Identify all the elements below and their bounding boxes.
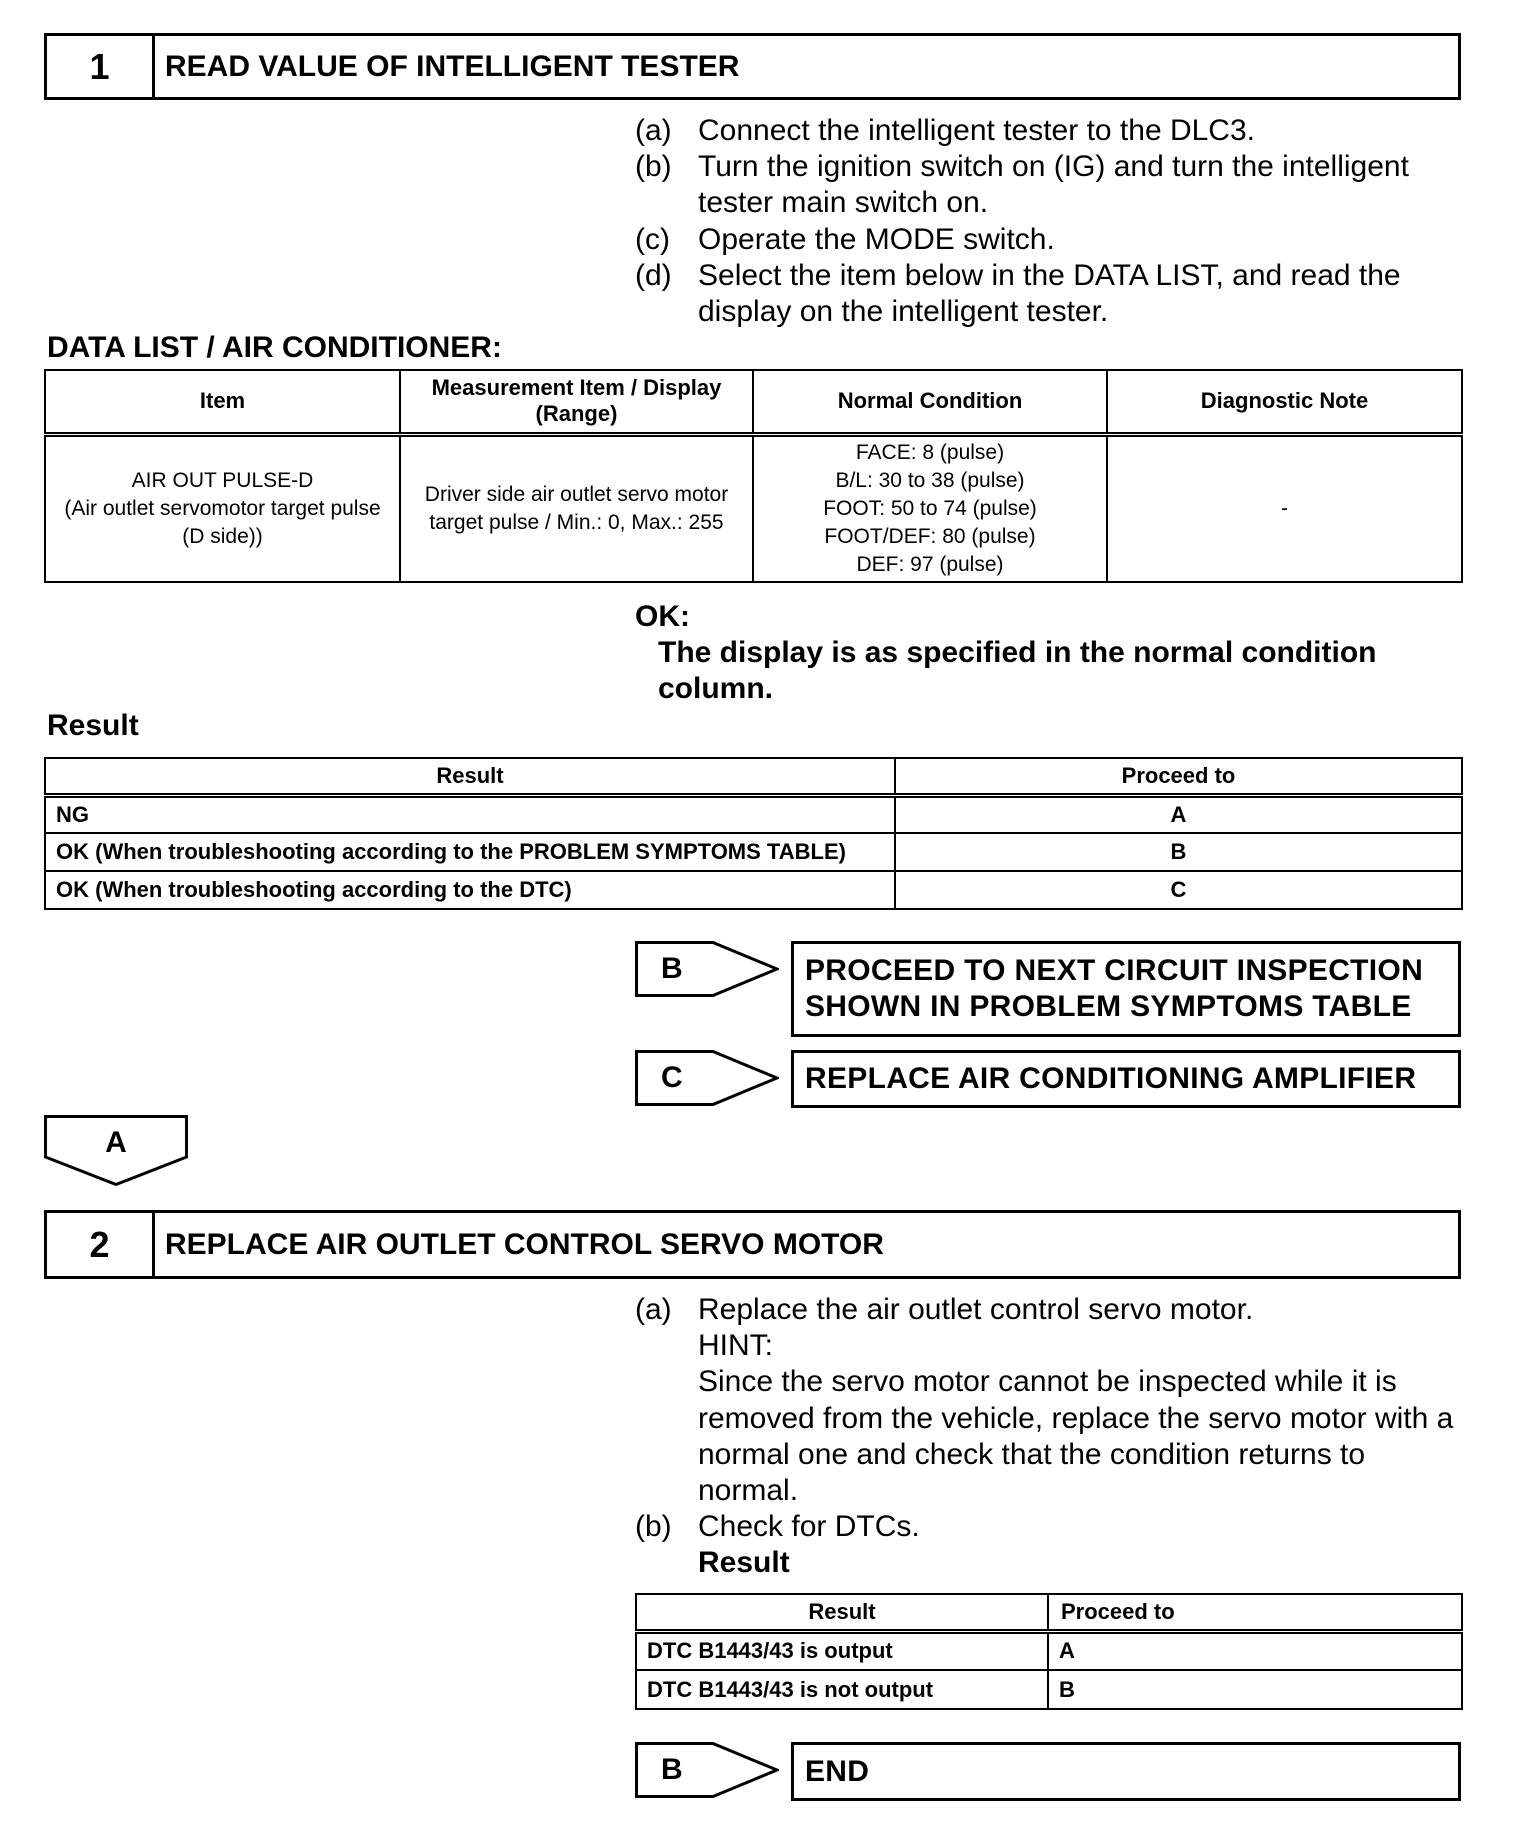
step1-instruction-d-line-1: Select the item below in the DATA LIST, and read the xyxy=(698,258,1401,292)
branch-a-arrow xyxy=(44,1115,190,1187)
data-list-normal-line-4: FOOT/DEF: 80 (pulse) xyxy=(824,524,1036,548)
step1-instruction-b-line-1: Turn the ignition switch on (IG) and turn the intelligent xyxy=(698,150,1409,184)
branch-c-destination xyxy=(791,1050,1461,1108)
data-list-measurement-line-1: Driver side air outlet servo motor xyxy=(424,482,729,506)
step2-instruction-b-line-1: Check for DTCs. xyxy=(698,1510,920,1544)
step1-title: READ VALUE OF INTELLIGENT TESTER xyxy=(165,49,740,83)
right-arrow-icon xyxy=(635,1050,779,1107)
data-list-item-line-3: (D side)) xyxy=(182,524,263,548)
result-table-2-row xyxy=(636,1670,1462,1709)
branch-b-line-2: SHOWN IN PROBLEM SYMPTOMS TABLE xyxy=(805,990,1412,1023)
result-table-header-result: Result xyxy=(45,758,895,795)
step1-instruction-d-line-2: display on the intelligent tester. xyxy=(698,294,1109,328)
result-table-2-header-row xyxy=(636,1594,1462,1631)
step1-instruction-a-label: (a) xyxy=(635,114,672,147)
result-table-row xyxy=(45,795,1462,833)
data-list-cell-item xyxy=(45,434,400,582)
step2-instruction-b xyxy=(635,1509,1453,1581)
result-table-row-3-proceed: C xyxy=(895,871,1462,909)
step2-title: REPLACE AIR OUTLET CONTROL SERVO MOTOR xyxy=(165,1227,884,1261)
result-table-2-row-2-proceed: B xyxy=(1048,1670,1462,1709)
right-arrow-icon xyxy=(635,1742,779,1799)
result-table xyxy=(44,757,1463,910)
step2-result-heading: Result xyxy=(698,1546,790,1580)
result-table-row xyxy=(45,833,1462,871)
step2-instructions xyxy=(635,1292,1453,1582)
final-branch-letter: B xyxy=(661,1753,683,1786)
result-table-2 xyxy=(635,1593,1463,1710)
data-list-normal-line-3: FOOT: 50 to 74 (pulse) xyxy=(823,496,1037,520)
step1-instructions xyxy=(635,113,1409,330)
branch-b-destination xyxy=(791,941,1461,1037)
step1-instruction-d-label: (d) xyxy=(635,258,672,292)
ok-block xyxy=(635,599,1376,708)
data-list-header-normal-text: Normal Condition xyxy=(837,388,1023,414)
step2-instruction-a xyxy=(635,1292,1453,1509)
result-heading: Result xyxy=(47,709,139,742)
data-list-normal-line-2: B/L: 30 to 38 (pulse) xyxy=(835,468,1025,492)
right-arrow-icon xyxy=(635,941,779,998)
step2-number: 2 xyxy=(47,1213,155,1276)
step2-instruction-b-label: (b) xyxy=(635,1510,672,1544)
step1-instruction-b xyxy=(635,149,1409,221)
step2-hint-line-2: removed from the vehicle, replace the servo motor with a xyxy=(698,1401,1454,1435)
result-table-row xyxy=(45,871,1462,909)
result-table-row-1-proceed: A xyxy=(895,795,1462,833)
data-list-header-measurement xyxy=(400,370,753,434)
data-list-cell-normal xyxy=(753,434,1107,582)
result-table-2-row-1-result: DTC B1443/43 is output xyxy=(636,1631,1048,1670)
branch-b-letter: B xyxy=(661,952,683,985)
final-branch-arrow xyxy=(635,1742,779,1799)
data-list-measurement-line-2: target pulse / Min.: 0, Max.: 255 xyxy=(429,510,724,534)
data-list-header-note xyxy=(1107,370,1462,434)
step2-hint-line-3: normal one and check that the condition returns to xyxy=(698,1437,1366,1471)
data-list-header-item xyxy=(45,370,400,434)
result-table-row-2-result: OK (When troubleshooting according to the PROBLEM SYMPTOMS TABLE) xyxy=(45,833,895,871)
data-list-header-item-text: Item xyxy=(199,388,246,414)
data-list-item-line-2: (Air outlet servomotor target pulse xyxy=(64,496,381,520)
result-table-2-header-result: Result xyxy=(636,1594,1048,1631)
step1-header xyxy=(44,33,1461,100)
result-table-2-row-1-proceed: A xyxy=(1048,1631,1462,1670)
data-list-normal-line-5: DEF: 97 (pulse) xyxy=(856,552,1004,576)
data-list-table xyxy=(44,369,1463,583)
step1-instruction-c xyxy=(635,222,1409,258)
data-list-cell-measurement xyxy=(400,434,753,582)
step1-instruction-a-line-1: Connect the intelligent tester to the DLC3. xyxy=(698,114,1255,147)
branch-b-line-1: PROCEED TO NEXT CIRCUIT INSPECTION xyxy=(805,954,1424,987)
step2-instruction-a-label: (a) xyxy=(635,1293,672,1326)
step2-hint-line-1: Since the servo motor cannot be inspected while it is xyxy=(698,1365,1397,1399)
step1-instruction-b-label: (b) xyxy=(635,150,672,184)
data-list-normal-line-1: FACE: 8 (pulse) xyxy=(855,440,1005,464)
branch-c-arrow xyxy=(635,1050,779,1107)
step1-instruction-d xyxy=(635,258,1409,330)
result-table-2-header-proceed: Proceed to xyxy=(1048,1594,1462,1631)
result-table-row-3-result: OK (When troubleshooting according to the DTC) xyxy=(45,871,895,909)
step1-instruction-a xyxy=(635,113,1409,149)
ok-label: OK: xyxy=(635,600,690,633)
branch-b-arrow xyxy=(635,941,779,998)
data-list-header-measurement-line-1: Measurement Item / Display xyxy=(431,375,722,401)
branch-c-line-1: REPLACE AIR CONDITIONING AMPLIFIER xyxy=(805,1062,1417,1095)
data-list-row xyxy=(45,434,1462,582)
result-table-row-1-result: NG xyxy=(45,795,895,833)
branch-c-letter: C xyxy=(661,1061,683,1094)
step2-hint-line-4: normal. xyxy=(698,1473,799,1507)
end-text: END xyxy=(805,1754,870,1788)
step1-instruction-c-label: (c) xyxy=(635,222,670,256)
step1-instruction-c-line-1: Operate the MODE switch. xyxy=(698,222,1055,256)
data-list-header-row xyxy=(45,370,1462,434)
data-list-item-line-1: AIR OUT PULSE-D xyxy=(131,468,314,492)
end-box xyxy=(791,1742,1461,1801)
step1-number: 1 xyxy=(47,36,155,97)
step2-instruction-a-line-1: Replace the air outlet control servo motor. xyxy=(698,1293,1254,1326)
ok-text-line-2: column. xyxy=(658,672,774,706)
step2-hint-label: HINT: xyxy=(698,1329,773,1363)
data-list-header-measurement-line-2: (Range) xyxy=(535,401,618,427)
data-list-note-text: - xyxy=(1281,496,1288,520)
result-table-header-row xyxy=(45,758,1462,795)
result-table-2-row-2-result: DTC B1443/43 is not output xyxy=(636,1670,1048,1709)
result-table-row-2-proceed: B xyxy=(895,833,1462,871)
result-table-header-proceed: Proceed to xyxy=(895,758,1462,795)
result-table-2-row xyxy=(636,1631,1462,1670)
data-list-header-note-text: Diagnostic Note xyxy=(1200,388,1369,414)
step2-header xyxy=(44,1210,1461,1279)
ok-text-line-1: The display is as specified in the normal condition xyxy=(658,636,1377,670)
step1-instruction-b-line-2: tester main switch on. xyxy=(698,186,989,220)
data-list-heading: DATA LIST / AIR CONDITIONER: xyxy=(47,331,502,364)
data-list-cell-note xyxy=(1107,434,1462,582)
data-list-header-normal xyxy=(753,370,1107,434)
branch-a-letter: A xyxy=(105,1126,127,1159)
